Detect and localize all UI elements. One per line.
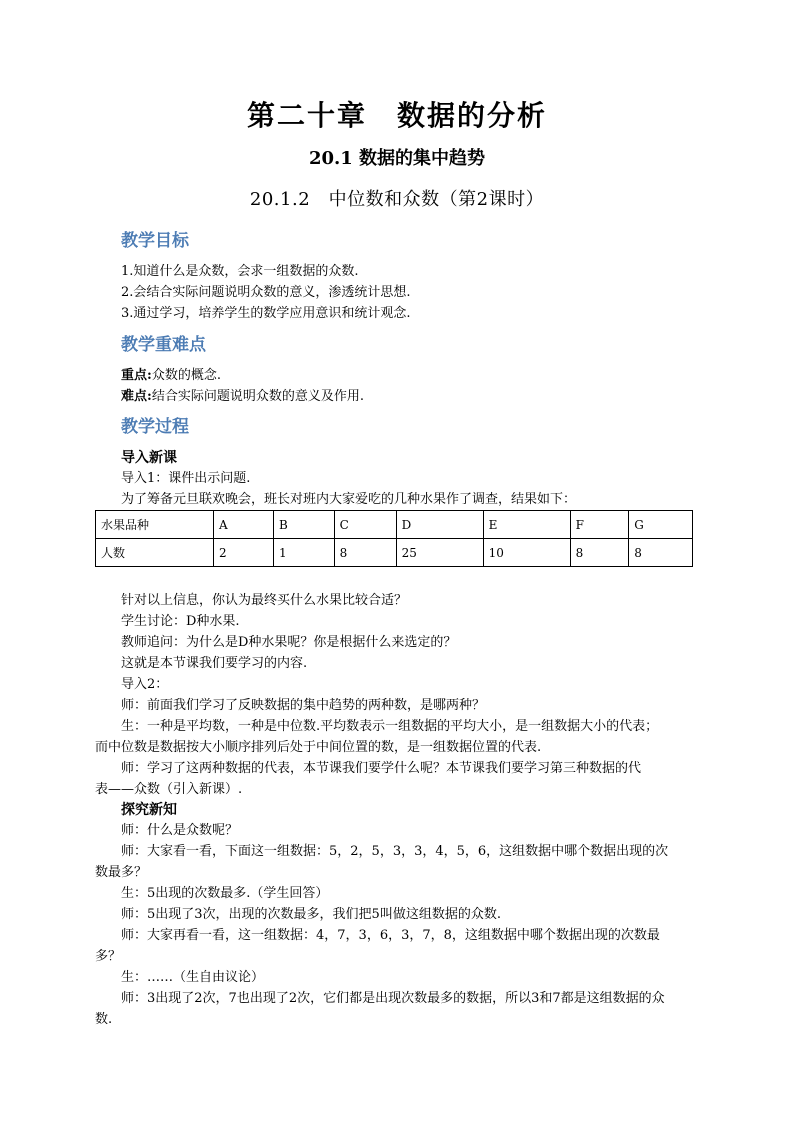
table-value: 10 xyxy=(483,539,570,567)
table-category: E xyxy=(483,511,570,539)
table-value: 1 xyxy=(273,539,334,567)
objective-item: 3.通过学习，培养学生的数学应用意识和统计观念. xyxy=(121,306,411,321)
survey-line: 为了筹备元旦联欢晚会，班长对班内大家爱吃的几种水果作了调查，结果如下： xyxy=(121,492,577,507)
body-line: 表——众数（引入新课）. xyxy=(95,782,243,797)
difficulty-line xyxy=(121,387,364,407)
body-line: 师：大家再看一看，这一组数据：4，7，3，6，3，7，8，这组数据中哪个数据出现的次数最 xyxy=(121,928,660,943)
body-line: 生：5出现的次数最多.（学生回答） xyxy=(121,886,329,901)
key-point-label: 重点: xyxy=(121,368,152,383)
table-header-label: 水果品种 xyxy=(96,511,214,539)
table-value: 8 xyxy=(629,539,693,567)
table-row-label: 人数 xyxy=(96,539,214,567)
table-category: A xyxy=(214,511,274,539)
difficulty-label: 难点: xyxy=(121,389,152,404)
table-value: 25 xyxy=(396,539,483,567)
intro1-line: 导入1：课件出示问题. xyxy=(121,471,251,486)
table-row xyxy=(96,539,693,567)
section-title: 20.1 数据的集中趋势 xyxy=(308,148,486,169)
intro-heading: 导入新课 xyxy=(121,450,177,466)
table-category: F xyxy=(570,511,629,539)
table-row xyxy=(96,511,693,539)
body-line: 师：什么是众数呢？ xyxy=(121,823,239,838)
subsection-title: 20.1.2 中位数和众数（第2课时） xyxy=(249,189,545,210)
table-value: 2 xyxy=(214,539,274,567)
table-value: 8 xyxy=(570,539,629,567)
body-line: 师：5出现了3次，出现的次数最多，我们把5叫做这组数据的众数. xyxy=(121,907,501,922)
body-line: 生：……（生自由议论） xyxy=(121,970,265,985)
body-line: 师：前面我们学习了反映数据的集中趋势的两种数，是哪两种？ xyxy=(121,698,486,713)
explore-heading: 探究新知 xyxy=(121,802,177,818)
body-line: 数. xyxy=(95,1012,113,1027)
difficulty-text: 结合实际问题说明众数的意义及作用. xyxy=(151,389,364,404)
table-category: D xyxy=(396,511,483,539)
table-category: B xyxy=(273,511,334,539)
body-line: 数最多？ xyxy=(95,865,148,880)
body-line: 师：大家看一看，下面这一组数据：5，2，5，3，3，4，5，6，这组数据中哪个数据出现的次 xyxy=(121,844,669,859)
keypoints-heading: 教学重难点 xyxy=(121,335,206,355)
body-line: 针对以上信息，你认为最终买什么水果比较合适？ xyxy=(121,593,408,608)
table-category: G xyxy=(629,511,693,539)
objectives-heading: 教学目标 xyxy=(121,231,189,251)
body-line: 导入2： xyxy=(121,677,169,692)
body-line: 师：学习了这两种数据的代表，本节课我们要学什么呢？本节课我们要学习第三种数据的代 xyxy=(121,761,642,776)
objective-item: 1.知道什么是众数，会求一组数据的众数. xyxy=(121,264,359,279)
chapter-title: 第二十章 数据的分析 xyxy=(246,99,547,132)
body-line: 学生讨论：D种水果. xyxy=(121,614,240,629)
body-line: 生：一种是平均数，一种是中位数.平均数表示一组数据的平均大小，是一组数据大小的代表； xyxy=(121,719,659,734)
table-category: C xyxy=(334,511,396,539)
fruit-survey-table xyxy=(95,510,693,567)
body-line: 教师追问：为什么是D种水果呢？你是根据什么来选定的？ xyxy=(121,635,457,650)
body-line: 这就是本节课我们要学习的内容. xyxy=(121,656,308,671)
key-point-text: 众数的概念. xyxy=(151,368,221,383)
key-point-line xyxy=(121,366,221,386)
body-line: 师：3出现了2次，7也出现了2次，它们都是出现次数最多的数据，所以3和7都是这组数据的众 xyxy=(121,991,665,1006)
body-line: 而中位数是数据按大小顺序排列后处于中间位置的数，是一组数据位置的代表. xyxy=(95,740,542,755)
process-heading: 教学过程 xyxy=(121,417,189,437)
body-line: 多？ xyxy=(95,949,122,964)
table-value: 8 xyxy=(334,539,396,567)
objective-item: 2.会结合实际问题说明众数的意义，渗透统计思想. xyxy=(121,285,411,300)
